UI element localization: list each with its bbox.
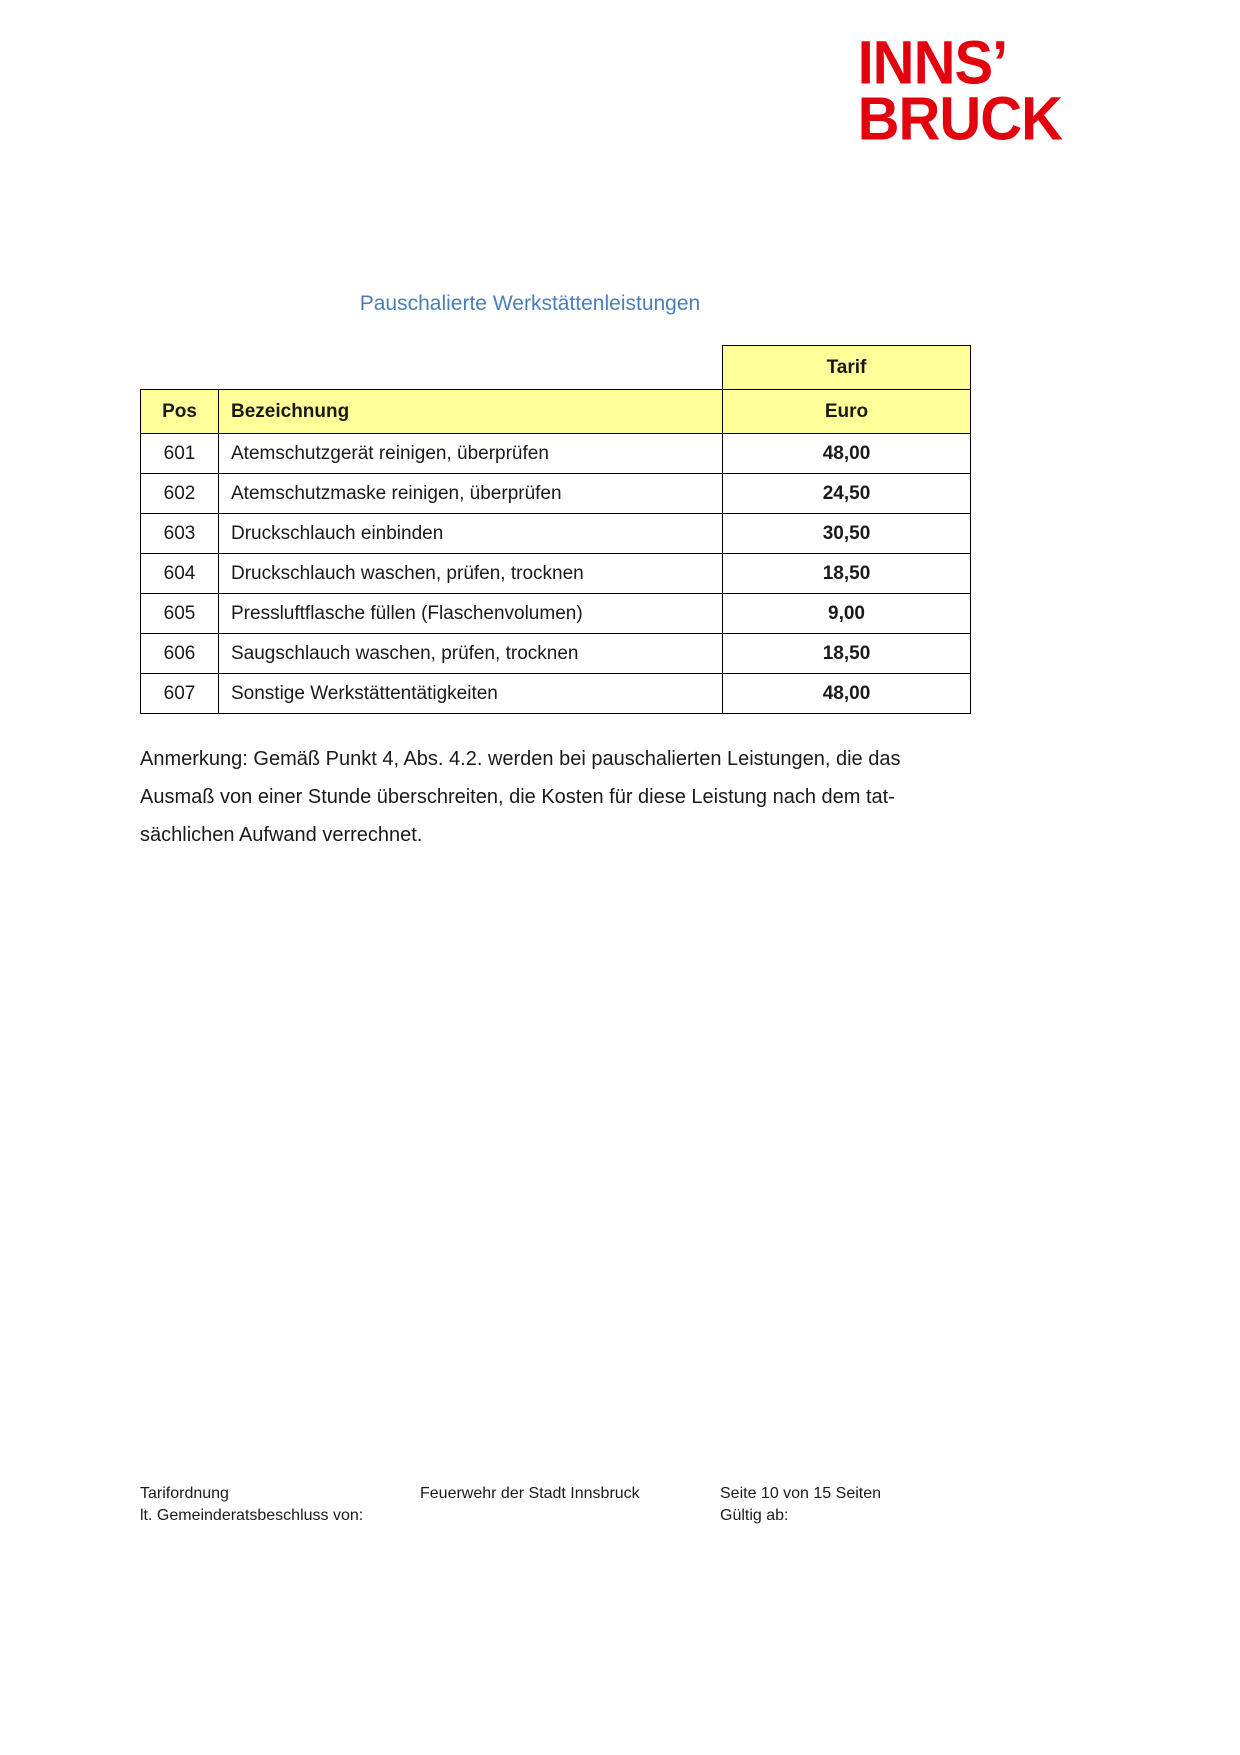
logo-line-1: INNS’ (857, 29, 1008, 98)
cell-euro: 48,00 (723, 674, 971, 714)
footer-left (140, 1483, 420, 1527)
cell-euro: 18,50 (723, 554, 971, 594)
footer-gueltig-ab: Gültig ab: (720, 1507, 789, 1524)
table-row (141, 554, 971, 594)
cell-bezeichnung: Sonstige Werkstättentätigkeiten (219, 674, 723, 714)
empty-cell (141, 346, 219, 390)
footer-tarifordnung: Tarifordnung (140, 1485, 229, 1502)
cell-pos: 606 (141, 634, 219, 674)
column-header-pos: Pos (141, 390, 219, 434)
cell-bezeichnung: Atemschutzgerät reinigen, überprüfen (219, 434, 723, 474)
footer-right (720, 1483, 1000, 1527)
table-row (141, 634, 971, 674)
cell-pos: 601 (141, 434, 219, 474)
note-paragraph (140, 740, 970, 854)
note-line: Anmerkung: Gemäß Punkt 4, Abs. 4.2. werden bei pauschalierten Leistungen, die das (140, 748, 901, 770)
cell-bezeichnung: Druckschlauch einbinden (219, 514, 723, 554)
footer-page-number: Seite 10 von 15 Seiten (720, 1485, 882, 1502)
column-header-euro: Euro (723, 390, 971, 434)
cell-bezeichnung: Pressluftflasche füllen (Flaschenvolumen) (219, 594, 723, 634)
innsbruck-logo (857, 29, 1062, 154)
column-header-bezeichnung: Bezeichnung (219, 390, 723, 434)
cell-pos: 605 (141, 594, 219, 634)
cell-bezeichnung: Saugschlauch waschen, prüfen, trocknen (219, 634, 723, 674)
cell-euro: 18,50 (723, 634, 971, 674)
footer-feuerwehr: Feuerwehr der Stadt Innsbruck (420, 1485, 640, 1502)
cell-euro: 9,00 (723, 594, 971, 634)
cell-bezeichnung: Atemschutzmaske reinigen, überprüfen (219, 474, 723, 514)
tariff-table (140, 345, 971, 714)
cell-euro: 48,00 (723, 434, 971, 474)
table-row-tarif-header (141, 346, 971, 390)
cell-bezeichnung: Druckschlauch waschen, prüfen, trocknen (219, 554, 723, 594)
table-row (141, 674, 971, 714)
note-line: Ausmaß von einer Stunde überschreiten, die Kosten für diese Leistung nach dem tat- (140, 786, 895, 808)
cell-pos: 602 (141, 474, 219, 514)
tarif-header-cell: Tarif (723, 346, 971, 390)
empty-cell (219, 346, 723, 390)
table-row (141, 434, 971, 474)
footer-center (420, 1483, 720, 1527)
cell-pos: 607 (141, 674, 219, 714)
cell-euro: 24,50 (723, 474, 971, 514)
logo-line-2: BRUCK (857, 85, 1062, 154)
table-row (141, 474, 971, 514)
note-line: sächlichen Aufwand verrechnet. (140, 824, 423, 846)
footer-gemeinderatsbeschluss: lt. Gemeinderatsbeschluss von: (140, 1507, 364, 1524)
table-header-row (141, 390, 971, 434)
cell-euro: 30,50 (723, 514, 971, 554)
table-row (141, 594, 971, 634)
table-row (141, 514, 971, 554)
page-footer (140, 1483, 1100, 1527)
cell-pos: 603 (141, 514, 219, 554)
page-title: Pauschalierte Werkstättenleistungen (359, 292, 701, 315)
cell-pos: 604 (141, 554, 219, 594)
